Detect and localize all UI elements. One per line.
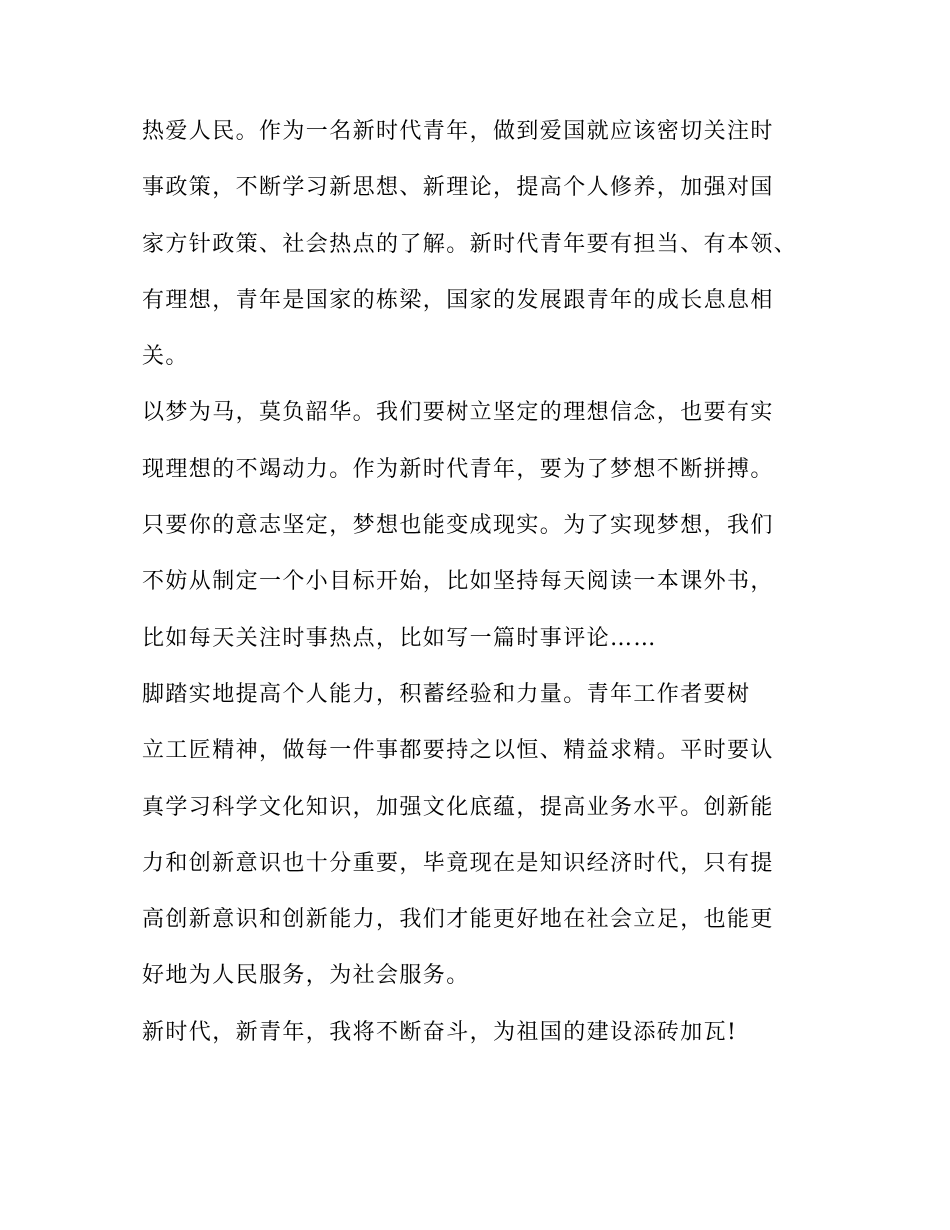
text-line: 好地为人民服务，为社会服务。 (142, 963, 470, 989)
text-line: 家方针政策、社会热点的了解。新时代青年要有担当、有本领、 (142, 231, 798, 257)
text-line: 以梦为马，莫负韶华。我们要树立坚定的理想信念，也要有实 (142, 400, 774, 426)
text-line: 关。 (142, 344, 189, 370)
text-line: 现理想的不竭动力。作为新时代青年，要为了梦想不断拼搏。 (142, 456, 774, 482)
text-line: 不妨从制定一个小目标开始，比如坚持每天阅读一本课外书， (142, 569, 774, 595)
text-line: 脚踏实地提高个人能力，积蓄经验和力量。青年工作者要树 (142, 681, 751, 707)
text-line: 热爱人民。作为一名新时代青年，做到爱国就应该密切关注时 (142, 119, 774, 144)
text-line: 事政策，不断学习新思想、新理论，提高个人修养，加强对国 (142, 175, 774, 201)
text-line: 立工匠精神，做每一件事都要持之以恒、精益求精。平时要认 (142, 738, 774, 764)
text-line: 比如每天关注时事热点，比如写一篇时事评论…… (142, 625, 657, 651)
text-line: 真学习科学文化知识，加强文化底蕴，提高业务水平。创新能 (142, 794, 774, 820)
text-line: 有理想，青年是国家的栋梁，国家的发展跟青年的成长息息相 (142, 287, 774, 313)
text-line: 力和创新意识也十分重要，毕竟现在是知识经济时代，只有提 (142, 850, 774, 876)
body-text (142, 104, 842, 1061)
text-line: 只要你的意志坚定，梦想也能变成现实。为了实现梦想，我们 (142, 513, 774, 539)
text-line: 高创新意识和创新能力，我们才能更好地在社会立足，也能更 (142, 907, 774, 933)
text-line: 新时代，新青年，我将不断奋斗，为祖国的建设添砖加瓦! (142, 1019, 738, 1045)
